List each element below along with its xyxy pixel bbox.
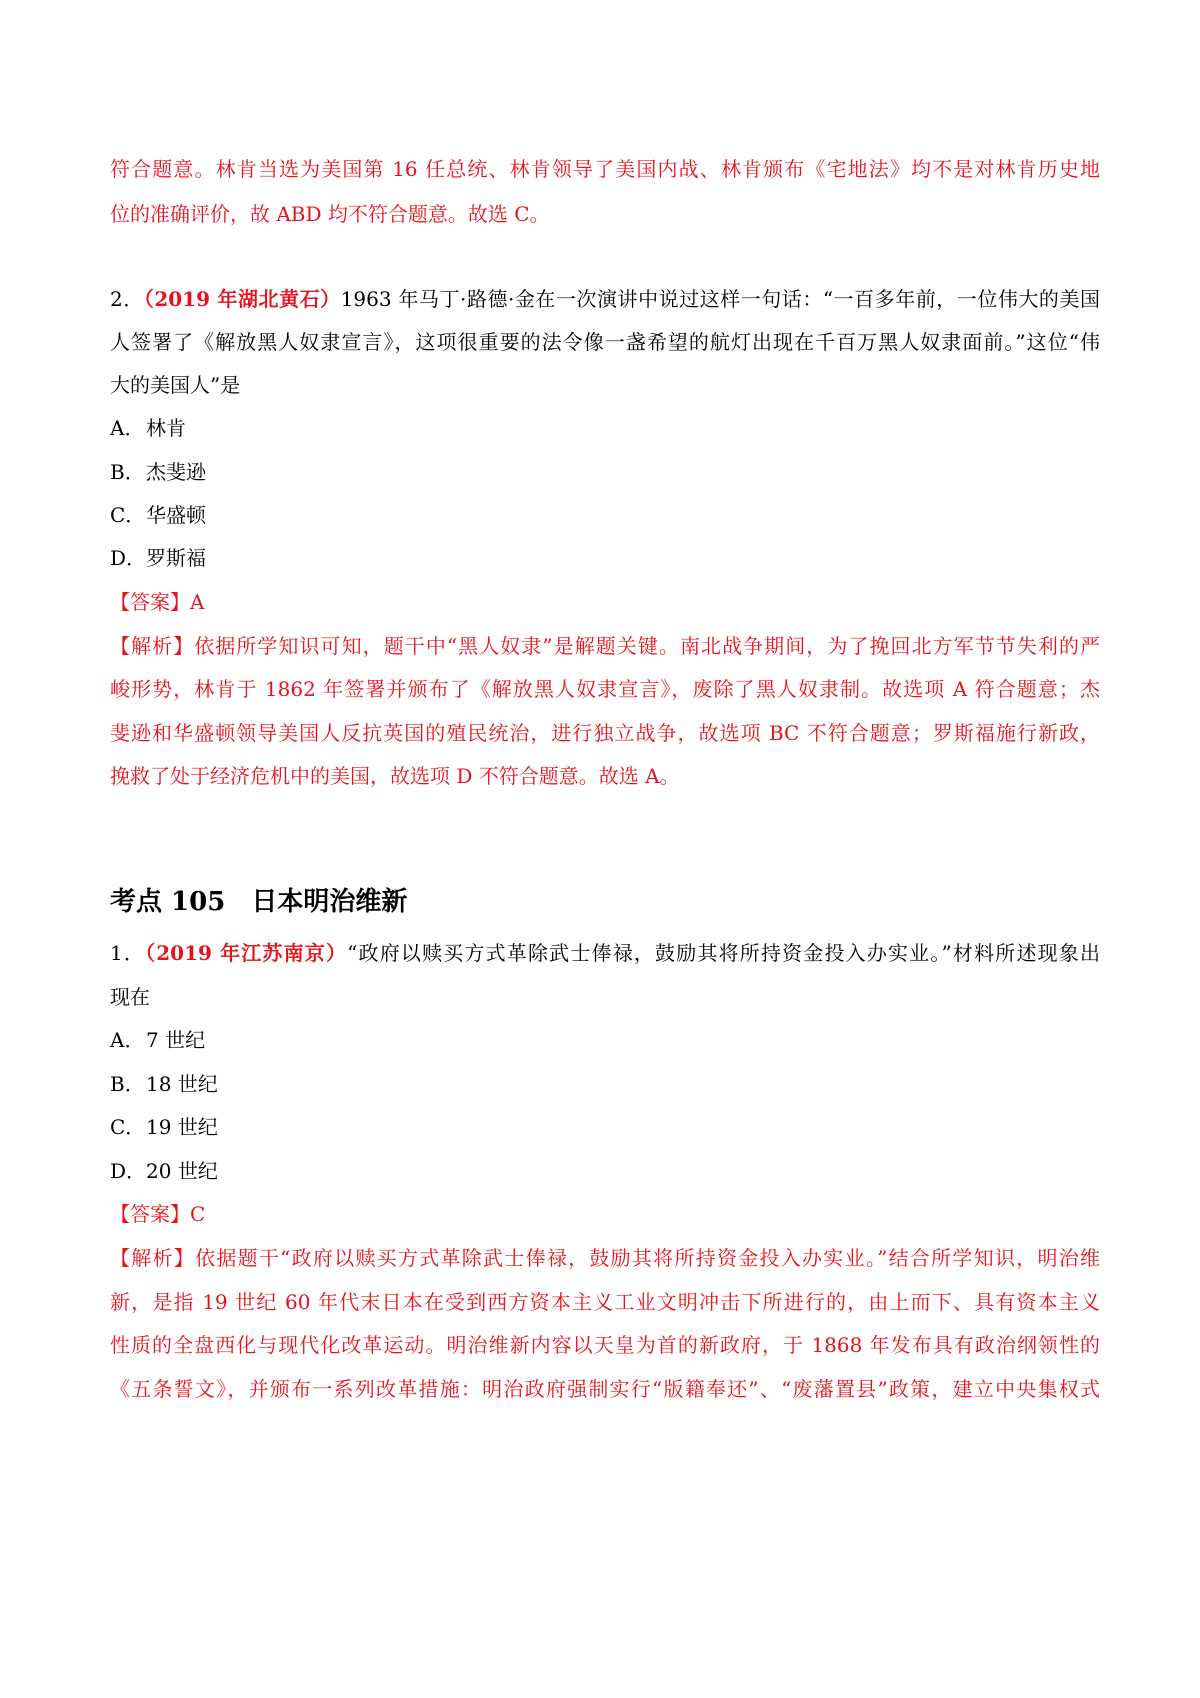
answer-label: 【答案】 xyxy=(110,1202,190,1226)
option-letter: C． xyxy=(110,503,146,527)
option-letter: C． xyxy=(110,1115,146,1139)
explanation-line: 《五条誓文》，并颁布一系列改革措施：明治政府强制实行“版籍奉还”、“废藩置县”政策，建立中央集权式 xyxy=(110,1377,1100,1401)
section-label: 考点 105 xyxy=(110,887,226,917)
option-letter: A． xyxy=(110,1028,145,1052)
question-1-stem xyxy=(110,939,1100,967)
answer-line xyxy=(110,588,1100,616)
question-number: 2． xyxy=(110,287,144,311)
explanation-label: 【解析】 xyxy=(110,634,195,658)
explanation-line xyxy=(110,632,1100,660)
answer-value: A xyxy=(190,590,205,614)
option-text: 林肯 xyxy=(146,416,186,440)
question-stem-text: 1963 年马丁·路德·金在一次演讲中说过这样一句话：“一百多年前，一位伟大的美国 xyxy=(340,287,1100,311)
prev-explanation-line: 符合题意。林肯当选为美国第 16 任总统、林肯领导了美国内战、林肯颁布《宅地法》均不是对林肯历史地 xyxy=(110,157,1100,181)
question-2-stem-line: 大的美国人”是 xyxy=(110,373,241,397)
question-1-stem-line: 现在 xyxy=(110,985,150,1009)
prev-explanation-line: 位的准确评价，故 ABD 均不符合题意。故选 C。 xyxy=(110,202,550,226)
option-d xyxy=(110,1157,1100,1185)
explanation-line: 性质的全盘西化与现代化改革运动。明治维新内容以天皇为首的新政府，于 1868 年发布具有政治纲领性的 xyxy=(110,1333,1100,1357)
option-letter: B． xyxy=(110,1072,145,1096)
option-letter: D． xyxy=(110,1159,147,1183)
explanation-line xyxy=(110,1244,1100,1272)
explanation-line: 峻形势，林肯于 1862 年签署并颁布了《解放黑人奴隶宣言》，废除了黑人奴隶制。故选项 A 符合题意；杰 xyxy=(110,677,1100,701)
option-text: 18 世纪 xyxy=(146,1072,218,1096)
section-title: 日本明治维新 xyxy=(251,887,408,917)
option-text: 杰斐逊 xyxy=(146,460,206,484)
option-text: 华盛顿 xyxy=(146,503,206,527)
answer-value: C xyxy=(190,1202,206,1226)
option-text: 20 世纪 xyxy=(146,1159,218,1183)
option-d xyxy=(110,544,1100,572)
option-b xyxy=(110,1070,1100,1098)
option-letter: D． xyxy=(110,546,147,570)
question-number: 1． xyxy=(110,941,146,965)
question-source: （2019 年江苏南京） xyxy=(145,941,348,965)
option-b xyxy=(110,458,1100,486)
explanation-line: 挽救了处于经济危机中的美国，故选项 D 不符合题意。故选 A。 xyxy=(110,764,680,788)
option-c xyxy=(110,501,1100,529)
explanation-text: 依据所学知识可知，题干中“黑人奴隶”是解题关键。南北战争期间，为了挽回北方军节节失利的严 xyxy=(194,634,1100,658)
option-letter: A． xyxy=(110,416,145,440)
section-heading xyxy=(110,885,407,919)
answer-label: 【答案】 xyxy=(110,590,190,614)
option-text: 7 世纪 xyxy=(146,1028,206,1052)
option-letter: B． xyxy=(110,460,145,484)
explanation-line: 新，是指 19 世纪 60 年代末日本在受到西方资本主义工业文明冲击下所进行的，由上而下、具有资本主义 xyxy=(110,1290,1100,1314)
option-a xyxy=(110,414,1100,442)
option-text: 罗斯福 xyxy=(146,546,207,570)
option-c xyxy=(110,1113,1100,1141)
explanation-label: 【解析】 xyxy=(110,1246,196,1270)
question-stem-text: “政府以赎买方式革除武士俸禄，鼓励其将所持资金投入办实业。”材料所述现象出 xyxy=(347,941,1101,965)
option-text: 19 世纪 xyxy=(146,1115,218,1139)
answer-line xyxy=(110,1200,1100,1228)
question-2-stem xyxy=(110,285,1100,313)
explanation-line: 斐逊和华盛顿领导美国人反抗英国的殖民统治，进行独立战争，故选项 BC 不符合题意；罗斯福施行新政， xyxy=(110,721,1100,745)
option-a xyxy=(110,1026,1100,1054)
explanation-text: 依据题干“政府以赎买方式革除武士俸禄，鼓励其将所持资金投入办实业。”结合所学知识，明治维 xyxy=(195,1246,1101,1270)
question-2-stem-line: 人签署了《解放黑人奴隶宣言》，这项很重要的法令像一盏希望的航灯出现在千百万黑人奴隶面前。”这位“伟 xyxy=(110,330,1100,354)
question-source: （2019 年湖北黄石） xyxy=(143,287,341,311)
